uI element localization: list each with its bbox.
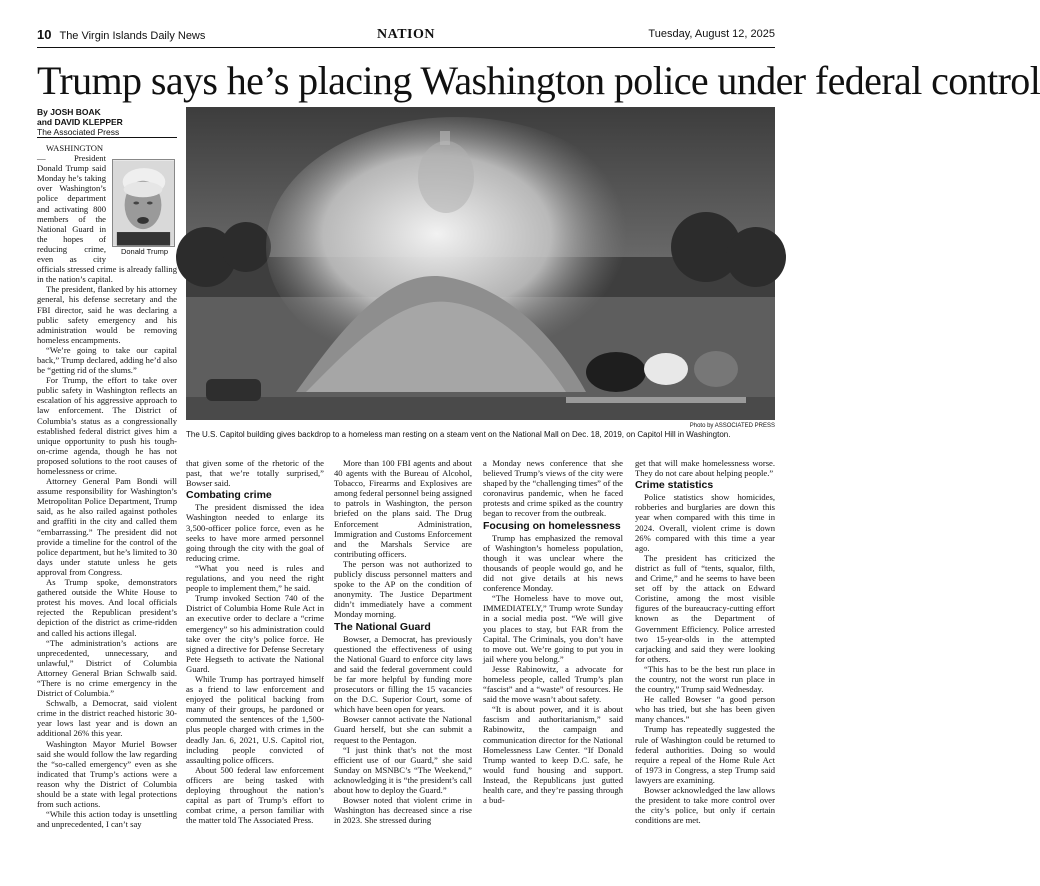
col1-paragraph: “The administration’s actions are unprecedented, unnecessary, and unlawful,” District of Columbia Attorney General Brian Schwalb said. “There is no crime emergency in the District of Columbia.” <box>37 637 177 699</box>
col3-paragraph: “I just think that’s not the most efficient use of our Guard,” she said Sunday on MSNBC’s “The Weekend,” acknowledging it is “the president’s call about how to deploy the Guard.” <box>334 744 472 795</box>
subhead-national-guard: The National Guard <box>334 620 431 633</box>
col1-paragraph: For Trump, the effort to take over public safety in Washington reflects an escalation of his aggressive approach to law enforcement. The District of Columbia’s status as a congressionally established federal district gives him a unique opportunity to push his tough-on-crime agenda, though he has not proposed solutions to the root causes of homelessness or crime. <box>37 375 177 476</box>
photo-caption: The U.S. Capitol building gives backdrop to a homeless man resting on a steam vent on the National Mall on Dec. 18, 2019, on Capitol Hill in Washington. <box>186 430 731 439</box>
col1-paragraph: “We’re going to take our capital back,” Trump declared, adding he’d also be “getting rid of the slums.” <box>37 344 177 376</box>
col5-paragraph: The president has criticized the district as full of “tents, squalor, filth, and Crime,” and he seems to have been set off by the attack on Edward Coristine, among the most visible figures of the bureaucracy-cutting effort known as the Department of Government Efficiency. Police arrested two 15-year-olds in the attempted carjacking and said they were looking for others. <box>635 552 775 664</box>
col5-paragraph: Bowser acknowledged the law allows the president to take more control over the city’s police, but only if certain conditions are met. <box>635 785 775 826</box>
byline-rule <box>37 137 177 138</box>
subhead-combating-crime: Combating crime <box>186 489 272 502</box>
article-column-5 <box>635 458 775 825</box>
col4-paragraph: “The Homeless have to move out, IMMEDIATELY,” Trump wrote Sunday in a social media post. “We will give you places to stay, but FAR from the Capital. The Criminals, you don’t have to move out. We’re going to put you in jail where you belong.” <box>483 593 623 664</box>
folio-left <box>37 27 205 42</box>
col3-paragraph: Bowser noted that violent crime in Washington has decreased since a rise in 2023. She stressed during <box>334 795 472 826</box>
col2-paragraph: About 500 federal law enforcement officers are being tasked with deploying throughout the nation’s capital as part of Trump’s effort to combat crime, a person familiar with the matter told The Associated Press. <box>186 764 324 826</box>
issue-date: Tuesday, August 12, 2025 <box>648 28 775 40</box>
article-column-4 <box>483 458 623 805</box>
headshot-caption: Donald Trump <box>120 247 169 256</box>
col5-paragraph: Police statistics show homicides, robberies and burglaries are down this year when compared with this time in 2024. Overall, violent crime is down 26% compared with this time a year ago. <box>635 492 775 553</box>
col1-paragraph: The president, flanked by his attorney general, his defense secretary and the FBI director, said he was declaring a public safety emergency and his administration would be removing homeless encampments. <box>37 284 177 345</box>
col2-paragraph: “What you need is rules and regulations, and you need the right people to implement them,” he said. <box>186 562 324 594</box>
section-name: NATION <box>377 27 435 42</box>
col2-paragraph: Trump invoked Section 740 of the District of Columbia Home Rule Act in an executive order to declare a “crime emergency” so his administration could take over the city’s police force. He signed a directive for Defense Secretary Pete Hegseth to activate the National Guard. <box>186 593 324 674</box>
subhead-crime-statistics: Crime statistics <box>635 479 714 492</box>
col1-paragraph: WASHINGTON — President Donald Trump said Monday he’s taking over Washington’s police department and activating 800 members of the National Guard in the hopes of reducing crime, even as city officials stressed crime is already falling in the nation’s capital. <box>37 143 177 285</box>
col1-paragraph: Washington Mayor Muriel Bowser said she would follow the law regarding the “so-called emergency” even as she indicated that Trump’s actions were a reason why the District of Columbia should be a state with legal protections from such actions. <box>37 738 177 810</box>
byline-author-2: and DAVID KLEPPER <box>37 117 123 127</box>
col3-paragraph: Bowser, a Democrat, has previously questioned the effectiveness of using the National Guard to enforce city laws and said the federal government could be far more helpful by funding more prosecutors or filling the 15 vacancies on the D.C. Superior Court, some of which have been open for years. <box>334 633 472 715</box>
col3-paragraph: Bowser cannot activate the National Guard herself, but she can submit a request to the Pentagon. <box>334 714 472 745</box>
col3-paragraph: The person was not authorized to publicly discuss personnel matters and spoke to the AP on the condition of anonymity. The Justice Department didn’t immediately have a comment Monday morning. <box>334 558 472 620</box>
paper-name: The Virgin Islands Daily News <box>59 30 206 42</box>
col1-paragraph: As Trump spoke, demonstrators gathered outside the White House to protest his moves. And local officials rejected the Republican president’s depiction of the district as crime-ridden and called his actions illegal. <box>37 577 177 638</box>
capitol-steam-vent-photo <box>186 107 775 420</box>
article-column-1 <box>37 143 177 829</box>
col2-paragraph: The president dismissed the idea Washington needed to enlarge its 3,500-officer police force, even as he seeks to have more armed personnel going through the city with the goal of reducing crime. <box>186 502 324 563</box>
col3-paragraph: More than 100 FBI agents and about 40 agents with the Bureau of Alcohol, Tobacco, Firearms and Explosives are among federal personnel being assigned to patrols in Washington, the person briefed on the plans said. The Drug Enforcement Administration, Immigration and Customs Enforcement and the Marshals Service are contributing officers. <box>334 458 472 559</box>
col4-paragraph: a Monday news conference that she believed Trump’s views of the city were shaped by the “challenging times” of the coronavirus pandemic, when he faced protests and crime spiked as the country began to recover from the outbreak. <box>483 458 623 519</box>
col2-paragraph: that given some of the rhetoric of the past, that we’re totally surprised,” Bowser said. <box>186 458 324 489</box>
headline: Trump says he’s placing Washington police under federal control <box>37 58 1040 103</box>
col5-paragraph: get that will make homelessness worse. They do not care about helping people.” <box>635 458 775 479</box>
headshot-photo <box>112 159 175 247</box>
folio-rule <box>37 47 775 48</box>
main-photo <box>186 107 775 420</box>
byline-author-1: By JOSH BOAK <box>37 107 101 117</box>
photo-credit: Photo by ASSOCIATED PRESS <box>689 423 775 429</box>
col4-paragraph: Jesse Rabinowitz, a advocate for homeless people, called Trump’s plan “fascist” and a “waste” of resources. He said the move wasn’t about safety. <box>483 663 623 705</box>
byline <box>37 107 177 137</box>
col4-paragraph: Trump has emphasized the removal of Washington’s homeless population, though it was unclear where the thousands of people would go, and he did not give details at his news conference Monday. <box>483 532 623 594</box>
article-column-2 <box>186 458 324 825</box>
article-column-3 <box>334 458 472 825</box>
col4-paragraph: “It is about power, and it is about fascism and authoritarianism,” said Rabinowitz, the campaign and communication director for the National Homelessness Law Center. “If Donald Trump wanted to keep D.C. safe, he would fund housing and support. Instead, the Republicans just gutted health care, and they’re passing through a bud- <box>483 704 623 806</box>
subhead-homelessness: Focusing on homelessness <box>483 519 621 532</box>
headshot <box>112 159 177 257</box>
page-number: 10 <box>37 27 52 42</box>
col5-paragraph: Trump has repeatedly suggested the rule of Washington could be returned to federal authorities. Doing so would require a repeal of the Home Rule Act of 1973 in Congress, a step Trump said lawyers are examining. <box>635 724 775 785</box>
col5-paragraph: “This has to be the best run place in the country, not the worst run place in the country,” Trump said Wednesday. <box>635 663 775 695</box>
col5-paragraph: He called Bowser “a good person who has tried, but she has been given many chances.” <box>635 694 775 725</box>
col1-paragraph: Attorney General Pam Bondi will assume responsibility for Washington’s Metropolitan Police Department, Trump said, as he also railed against potholes and graffiti in the city and called them “embarrassing.” The president did not provide a timeline for the control of the police department, but he’s limited to 30 days under statute unless he gets approval from Congress. <box>37 476 177 577</box>
page-folio <box>37 27 775 45</box>
col2-paragraph: While Trump has portrayed himself as a friend to law enforcement and enjoyed the political backing from many of their groups, he pardoned or commuted the sentences of the 1,500-plus people charged with crimes in the deadly Jan. 6, 2021, U.S. Capitol riot, including people convicted of assaulting police officers. <box>186 673 324 765</box>
col1-paragraph: Schwalb, a Democrat, said violent crime in the district reached historic 30-year lows last year and is down an additional 26% this year. <box>37 698 177 739</box>
col1-paragraph: “While this action today is unsettling and unprecedented, I can’t say <box>37 809 177 830</box>
byline-org: The Associated Press <box>37 127 120 137</box>
